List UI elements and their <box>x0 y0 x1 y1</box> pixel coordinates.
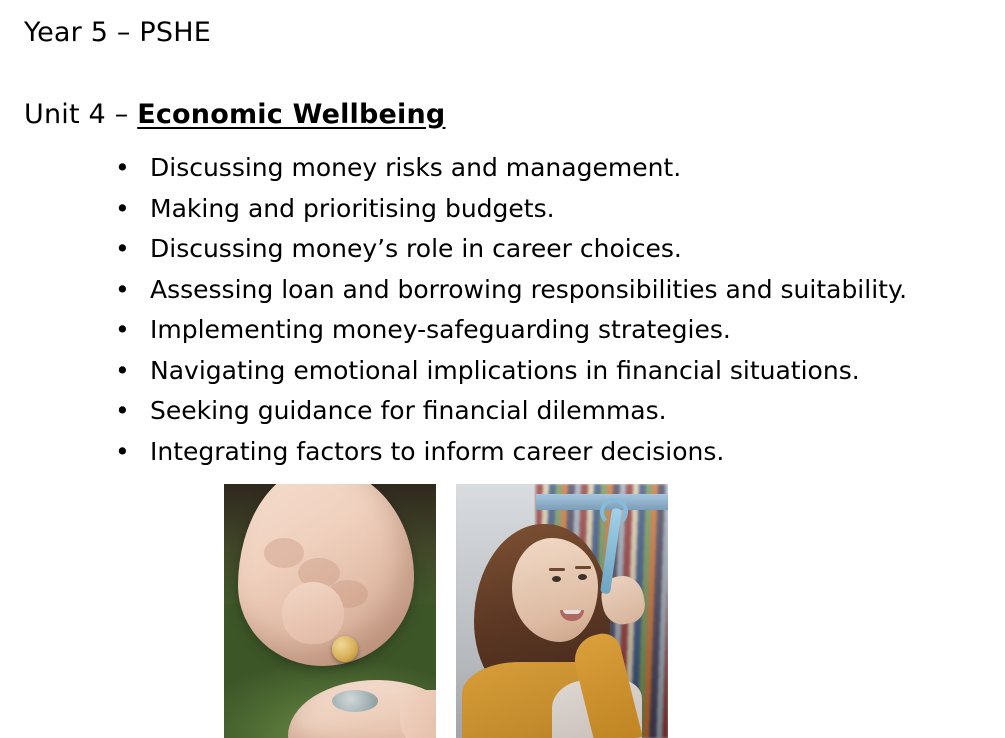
girl-shopping-photo <box>456 484 668 738</box>
finger-shape <box>282 582 344 644</box>
list-item <box>110 148 1000 189</box>
eye-shape <box>552 576 561 582</box>
falling-coin-shape <box>332 636 358 662</box>
unit-heading-prefix: Unit 4 – <box>24 99 138 130</box>
list-item <box>110 391 1000 432</box>
list-item <box>110 229 1000 270</box>
image-row <box>224 484 668 738</box>
list-item <box>110 270 1000 311</box>
list-item-label: Discussing money’s role in career choices. <box>150 234 682 263</box>
bullet-icon: • <box>115 315 130 344</box>
list-item <box>110 432 1000 473</box>
list-item-label: Making and prioritising budgets. <box>150 193 555 223</box>
objectives-list <box>110 148 1000 472</box>
coins-in-palm-shape <box>332 690 378 712</box>
eyebrow-shape <box>575 566 591 569</box>
list-item <box>110 189 1000 230</box>
bullet-icon: • <box>115 193 130 223</box>
list-item-label: Integrating factors to inform career decisions. <box>150 436 725 466</box>
bullet-icon: • <box>115 436 130 466</box>
list-item-label: Discussing money risks and management. <box>150 153 682 182</box>
page-title: Year 5 – PSHE <box>24 17 211 48</box>
unit-heading-title: Economic Wellbeing <box>137 99 446 130</box>
coin-drop-photo <box>224 484 436 738</box>
bullet-icon: • <box>115 153 130 182</box>
eyebrow-shape <box>549 568 565 571</box>
bullet-icon: • <box>115 274 130 304</box>
knuckle-shape <box>264 538 304 568</box>
list-item <box>110 351 1000 392</box>
wrist-shape <box>400 690 436 738</box>
hanger-hook-shape <box>600 498 628 526</box>
eye-shape <box>578 574 587 580</box>
bullet-icon: • <box>115 234 130 263</box>
bullet-icon: • <box>115 355 130 385</box>
list-item <box>110 310 1000 351</box>
list-item-label: Seeking guidance for financial dilemmas. <box>150 396 667 425</box>
list-item-label: Implementing money-safeguarding strategies. <box>150 315 731 344</box>
list-item-label: Assessing loan and borrowing responsibilities and suitability. <box>150 274 908 304</box>
bullet-icon: • <box>115 396 130 425</box>
list-item-label: Navigating emotional implications in financial situations. <box>150 355 860 385</box>
unit-heading <box>24 98 445 132</box>
